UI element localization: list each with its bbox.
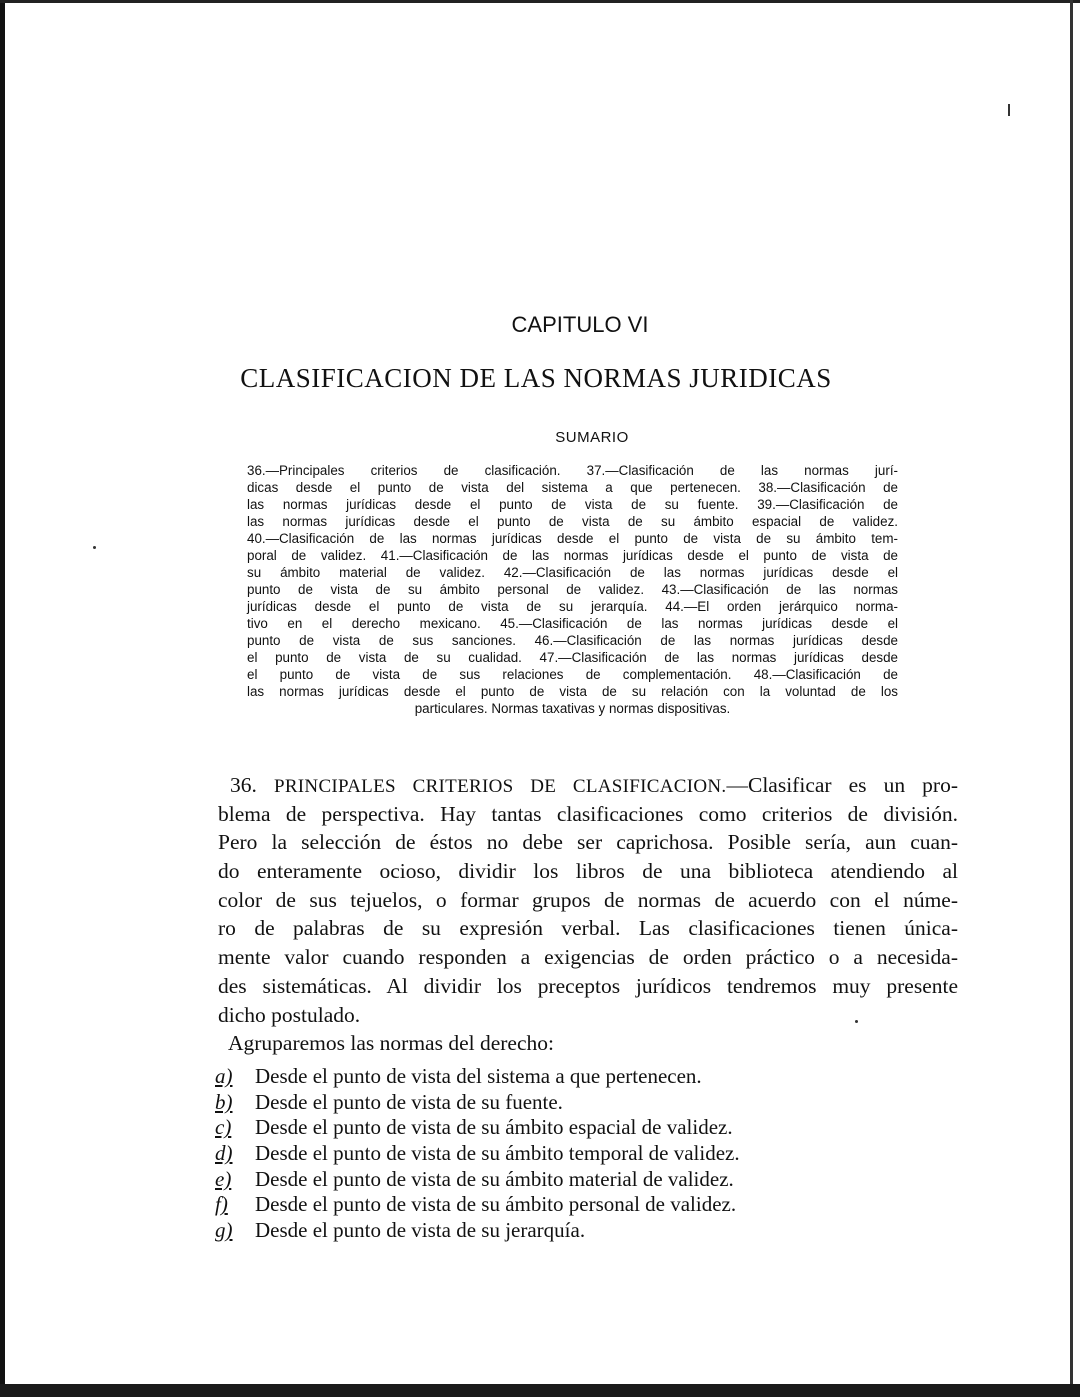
- scan-speck: [855, 1020, 858, 1023]
- list-item-label: d): [215, 1141, 233, 1166]
- scan-border-bottom: [0, 1384, 1080, 1397]
- list-item: [215, 1090, 740, 1116]
- paragraph-line: mente valor cuando responden a exigencias de orden práctico o a necesida-: [218, 945, 958, 970]
- paragraph-line: dicho postulado.: [218, 1002, 361, 1027]
- paragraph-line: ro de palabras de su expresión verbal. Las clasificaciones tienen única-: [218, 916, 958, 941]
- list-item-text: Desde el punto de vista del sistema a que pertenecen.: [255, 1064, 702, 1088]
- summary-line: el punto de vista de sus relaciones de complementación. 48.—Clasificación de: [247, 667, 898, 682]
- paragraph-line: blema de perspectiva. Hay tantas clasificaciones como criterios de división.: [218, 801, 958, 826]
- section-first-line-text: —Clasificar es un pro-: [726, 773, 959, 797]
- paragraph-line: do enteramente ocioso, dividir los libros de una biblioteca atendiendo al: [218, 859, 958, 884]
- list-item-text: Desde el punto de vista de su jerarquía.: [255, 1218, 586, 1243]
- scan-border-right: [1070, 0, 1073, 1397]
- summary-line: las normas jurídicas desde el punto de vista de su ámbito espacial de validez.: [247, 514, 898, 529]
- section-number: 36.: [230, 773, 257, 797]
- list-item-label: a): [215, 1064, 233, 1088]
- classification-list: [215, 1064, 740, 1244]
- section-body: [218, 771, 958, 1058]
- scan-border-top: [0, 0, 1080, 3]
- list-item: [215, 1064, 740, 1090]
- summary-heading: SUMARIO: [555, 429, 629, 446]
- paragraph-line: color de sus tejuelos, o formar grupos de normas de acuerdo con el núme-: [218, 887, 958, 912]
- scan-speck: [93, 546, 96, 549]
- list-item: [215, 1115, 740, 1141]
- section-heading: PRINCIPALES CRITERIOS DE CLASIFICACION.: [273, 776, 727, 797]
- paragraph-line: Pero la selección de éstos no debe ser caprichosa. Posible sería, aun cuan-: [218, 830, 958, 855]
- summary-line: punto de vista de su ámbito personal de validez. 43.—Clasificación de las normas: [247, 582, 898, 597]
- list-item: [215, 1192, 740, 1218]
- section-first-line: [218, 771, 958, 800]
- list-item-text: Desde el punto de vista de su fuente.: [255, 1089, 563, 1114]
- scan-border-left: [0, 0, 5, 1397]
- list-item: [215, 1141, 740, 1167]
- summary-line: las normas jurídicas desde el punto de vista de su fuente. 39.—Clasificación de: [247, 497, 898, 512]
- summary-line: 40.—Clasificación de las normas jurídicas desde el punto de vista de su ámbito tem-: [247, 531, 898, 546]
- summary-line: jurídicas desde el punto de vista de su jerarquía. 44.—El orden jerárquico norma-: [247, 599, 898, 614]
- list-item: [215, 1218, 740, 1244]
- summary-line: dicas desde el punto de vista del sistema a que pertenecen. 38.—Clasificación de: [247, 480, 898, 495]
- summary-line: las normas jurídicas desde el punto de vista de su relación con la voluntad de los: [247, 684, 898, 699]
- list-item-text: Desde el punto de vista de su ámbito espacial de validez.: [255, 1115, 733, 1140]
- list-item-label: e): [215, 1166, 232, 1191]
- summary-line: 36.—Principales criterios de clasificación. 37.—Clasificación de las normas jurí-: [247, 463, 898, 478]
- paragraph-line: des sistemáticas. Al dividir los preceptos jurídicos tendremos muy presente: [218, 973, 958, 998]
- list-item-label: f): [215, 1192, 228, 1217]
- list-item-text: Desde el punto de vista de su ámbito personal de validez.: [255, 1192, 737, 1217]
- chapter-number: CAPITULO VI: [511, 312, 649, 337]
- list-item-text: Desde el punto de vista de su ámbito material de validez.: [255, 1166, 734, 1191]
- summary-line: punto de vista de sus sanciones. 46.—Clasificación de las normas jurídicas desde: [247, 633, 898, 648]
- summary-line: el punto de vista de su cualidad. 47.—Clasificación de las normas jurídicas desde: [247, 650, 898, 665]
- list-item-label: c): [215, 1115, 232, 1140]
- summary-line: particulares. Normas taxativas y normas dispositivas.: [414, 701, 731, 716]
- list-item: [215, 1167, 740, 1193]
- summary-line: poral de validez. 41.—Clasificación de las normas jurídicas desde el punto de vista de: [247, 548, 898, 563]
- list-intro: Agruparemos las normas del derecho:: [228, 1031, 554, 1056]
- chapter-title: CLASIFICACION DE LAS NORMAS JURIDICAS: [240, 363, 832, 393]
- scan-mark: [1008, 104, 1010, 116]
- summary-line: su ámbito material de validez. 42.—Clasificación de las normas jurídicas desde el: [247, 565, 898, 580]
- list-item-label: b): [215, 1089, 233, 1114]
- list-item-text: Desde el punto de vista de su ámbito temporal de validez.: [255, 1141, 740, 1166]
- summary-line: tivo en el derecho mexicano. 45.—Clasificación de las normas jurídicas desde el: [247, 616, 898, 631]
- list-item-label: g): [215, 1218, 233, 1243]
- summary-block: [247, 462, 898, 717]
